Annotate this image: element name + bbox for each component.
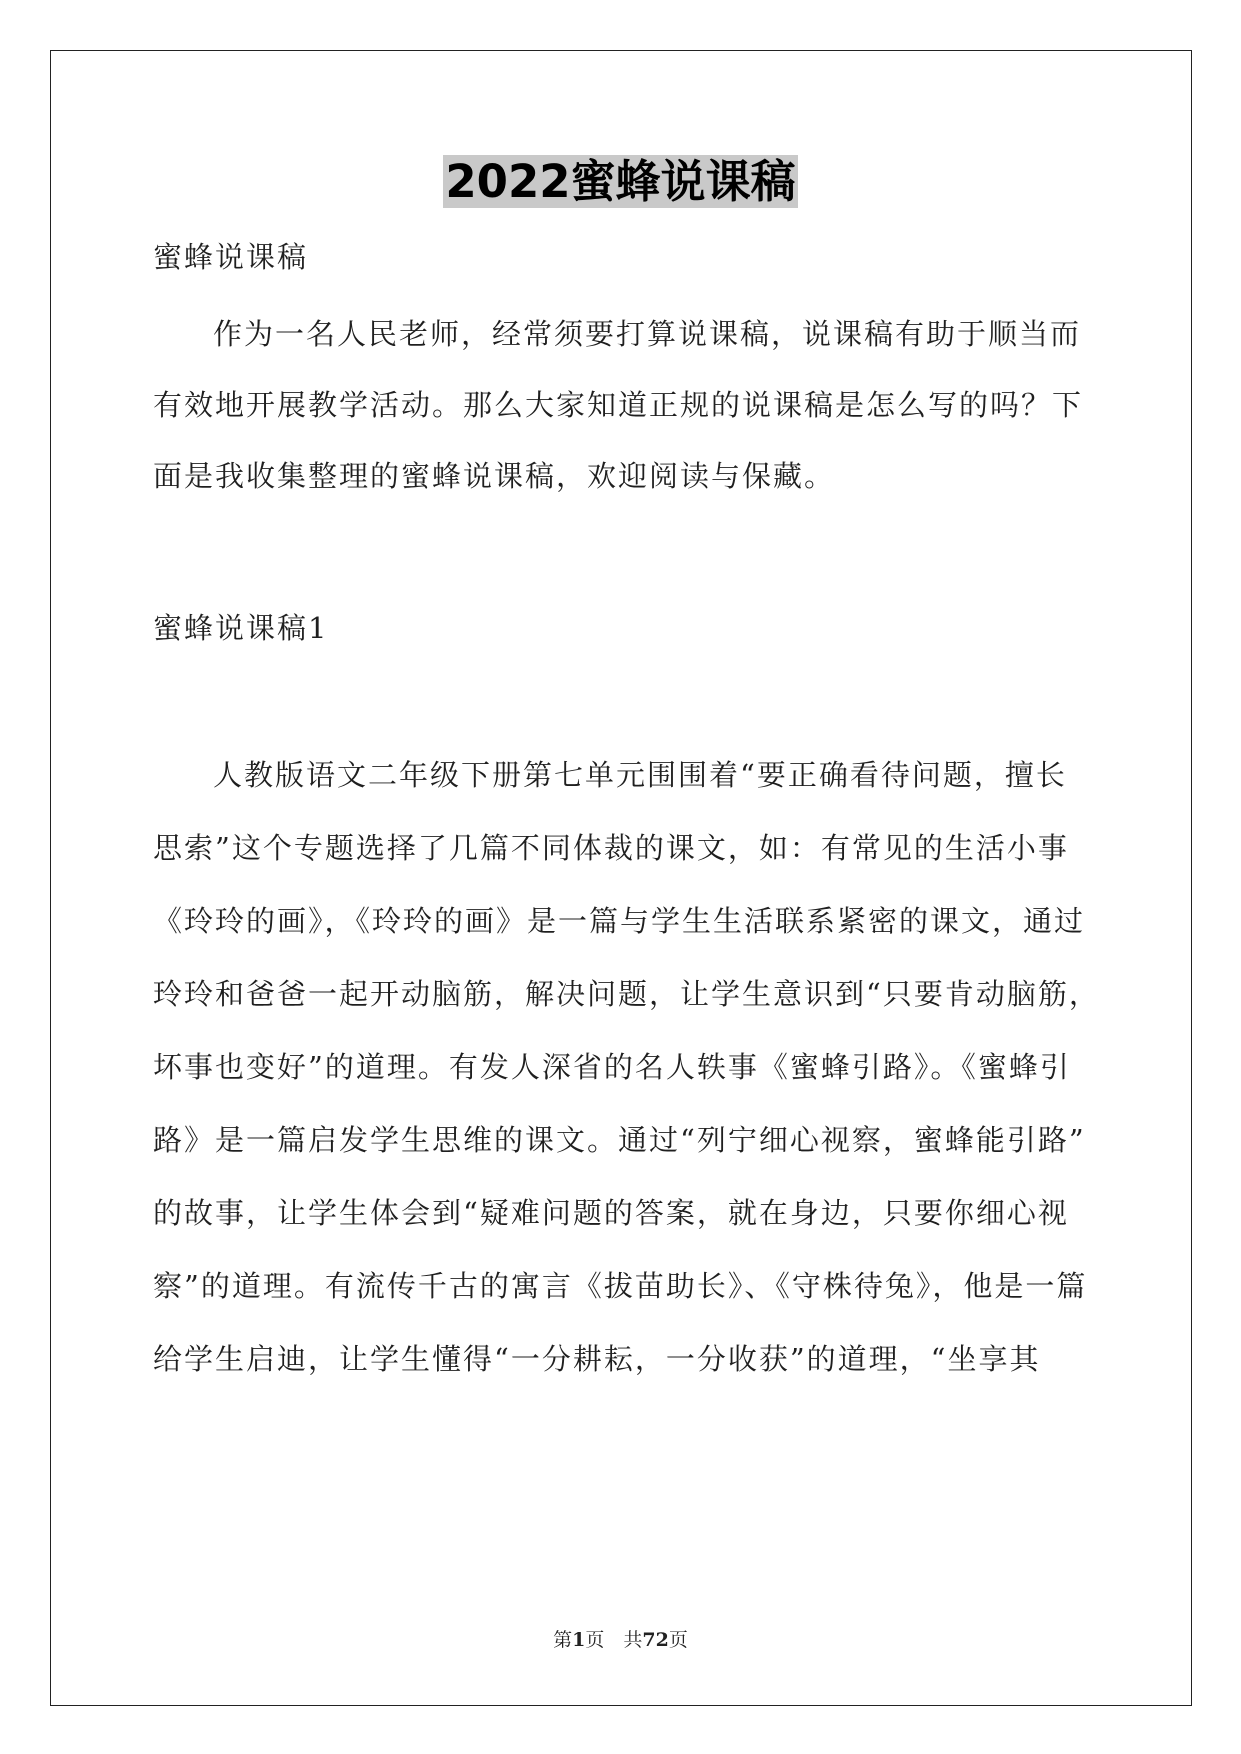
- footer-prefix: 第: [553, 1629, 573, 1651]
- total-page-number: 72: [642, 1629, 669, 1651]
- document-title-text: 2022蜜蜂说课稿: [445, 155, 796, 208]
- body-line: 察”的道理。有流传千古的寓言《拔苗助长》、《守株待兔》，他是一篇: [153, 1269, 1088, 1303]
- intro-line: 有效地开展教学活动。那么大家知道正规的说课稿是怎么写的吗？下: [153, 388, 1084, 422]
- body-line: 坏事也变好”的道理。有发人深省的名人轶事《蜜蜂引路》。《蜜蜂引: [153, 1050, 1071, 1084]
- document-title: [0, 153, 1241, 211]
- footer-middle: 页 共: [585, 1629, 643, 1651]
- intro-line: 面是我收集整理的蜜蜂说课稿，欢迎阅读与保藏。: [153, 459, 836, 493]
- body-line: 玲玲和爸爸一起开动脑筋，解决问题，让学生意识到“只要肯动脑筋，: [153, 977, 1100, 1011]
- footer-suffix: 页: [668, 1629, 688, 1651]
- page-footer: [0, 1627, 1241, 1653]
- body-line: 《玲玲的画》，《玲玲的画》是一篇与学生生活联系紧密的课文，通过: [153, 904, 1086, 938]
- body-line: 路》是一篇启发学生思维的课文。通过“列宁细心视察，蜜蜂能引路”: [153, 1123, 1086, 1157]
- current-page-number: 1: [572, 1629, 586, 1651]
- body-line: 给学生启迪，让学生懂得“一分耕耘，一分收获”的道理，“坐享其: [153, 1342, 1041, 1376]
- page-border: [50, 50, 1192, 1706]
- body-line: 的故事，让学生体会到“疑难问题的答案，就在身边，只要你细心视: [153, 1196, 1069, 1230]
- intro-line: 作为一名人民老师，经常须要打算说课稿，说课稿有助于顺当而: [213, 317, 1082, 351]
- section-heading: 蜜蜂说课稿1: [153, 611, 329, 645]
- body-line: 思索”这个专题选择了几篇不同体裁的课文，如：有常见的生活小事: [153, 831, 1069, 865]
- subtitle: 蜜蜂说课稿: [153, 240, 309, 274]
- body-line: 人教版语文二年级下册第七单元围围着“要正确看待问题，擅长: [213, 758, 1067, 792]
